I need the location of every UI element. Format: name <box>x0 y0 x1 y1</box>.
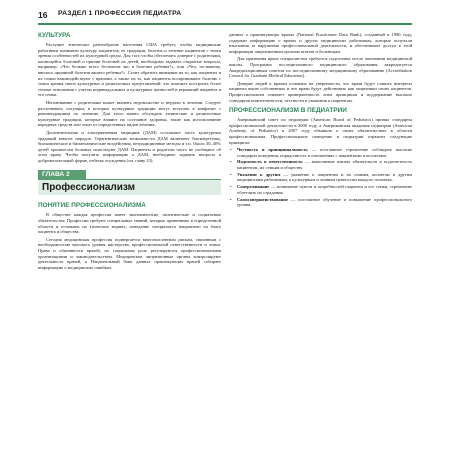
pediatrics-heading: ПРОФЕССИОНАЛИЗМ В ПЕДИАТРИИ <box>229 107 347 115</box>
principle-text: — уважение к пациентам и их семьям, коллегам и другим медицинским работникам, к культурным и личным ценностям каждого человека. <box>237 171 412 183</box>
right-column <box>229 32 412 209</box>
principle-term: Уважение к другим <box>237 171 281 177</box>
principle-text: — выполнение взятых обязательств и подотчетность пациентам, их семьям и обществу. <box>237 159 413 171</box>
principle-text: — постоянное стремление соблюдать высокие стандарты поведения, порядочность в отношениях с пациентами и коллегами. <box>237 147 412 158</box>
running-header <box>38 10 412 24</box>
bullet-icon: • <box>230 184 232 190</box>
header-rule <box>38 23 412 25</box>
principle-text: — понимание чувств и потребностей пациента и его семьи, стремление облегчить их страдания. <box>237 184 412 195</box>
principle-term: Сопереживание <box>237 184 270 190</box>
list-item <box>229 184 412 195</box>
principle-term: Самосовершенствование <box>237 196 288 202</box>
bullet-icon: • <box>230 159 232 165</box>
principles-list <box>229 147 412 208</box>
culture-paragraph: Непонимание с родителями может вызвать недовольство и неудачи в лечении. Следует распознавать ситуации, в которых культурные традиции могут вступать в конфликт с рекомендациями по лечению. Для этого важно обсуждать этнические и религиозные культурные традиции, которые влияют на состояние здоровья, такие как использование народных средств или отказ от определенных видов лечения. <box>38 99 221 128</box>
principle-term: Надежность и ответственность <box>237 159 303 165</box>
list-item <box>229 147 412 158</box>
culture-paragraph: Дополнительная и альтернативная медицина (ДАМ) составляет часть культурных традиций многих народов. Терапевтические возможности ДАМ включают биоэнергетику, биохимические и биомеханические воздействия, нетрадиционные методы и т.п. Около 30–40% детей хронически больных используют ДАМ. Пациенты и родители часто не сообщают об этом врачу. Чтобы получить информацию о ДАМ, необходимо задавать вопросы в доброжелательной форме, избегая осуждения (см. главу 23). <box>38 129 221 163</box>
concept-paragraph: Сегодня медицинская профессия подвергается многочисленным рискам, связанным с необходимостью высокого уровня мастерства, профессиональной ответственности и этики. Права и обязанности врачей, их социальная роль регулируются профессиональными организациями и законодательством. Медицинские лицензионные органы контролируют деятельность врачей, а Национальный банк данных практикующих врачей собирает информацию о медицинских ошибках. <box>38 236 221 270</box>
body-paragraph: данных о практикующих врачах (National Practitioner Data Bank), созданный в 1986 году, содержит информацию о врачах и других медицинских работниках, которые получали взыскания за нарушения профессиональной деятельности, и обеспечивает доступ к этой информации лицензионным органам штатов и больницам. <box>229 32 412 54</box>
bullet-icon: • <box>230 196 232 202</box>
chapter-tag: ГЛАВА 2 <box>38 170 86 179</box>
list-item <box>229 159 412 170</box>
list-item <box>229 172 412 183</box>
bullet-icon: • <box>230 171 232 177</box>
body-paragraph: Доверие людей к врачам основано на уверенности, что врачи будут ставить интересы пациента выше собственных и что врачи будут действовать как защитники своих пациентов. Профессионализм означает приверженность этим принципам и поддержание высоких стандартов компетентности, честности и уважения к пациентам. <box>229 80 412 103</box>
concept-paragraph: В обществе каждая профессия имеет экономические, политические и социальные обязательства. Профессии требуют специальных знаний, которые применимы в определенной области и основаны на этических нормах, поведение специалиста направлено на благо пациента и общества. <box>38 212 221 235</box>
page-number: 16 <box>38 10 48 20</box>
principle-term: Честность и принципиальность <box>237 147 308 153</box>
pediatrics-paragraph: Американский совет по педиатрии (American Board of Pediatrics) принял стандарты профессиональной деятельности в 2000 году, а Американская академия педиатрии (American Academy of Pediatrics) в 2007 году объявила о своих обязательствах в области профессионализма. Профессиональное поведение в педиатрии отражает следующие принципы: <box>229 117 412 145</box>
list-item <box>229 197 412 208</box>
body-paragraph: Для признания врача специалистом требуется подготовка после окончания медицинской школы. Программа последипломного медицинского образования аккредитуется Аккредитационным советом по последипломному медицинскому образованию (Accreditation Council for Graduate Medical Education). <box>229 56 412 79</box>
section-title: РАЗДЕЛ 1 ПРОФЕССИЯ ПЕДИАТРА <box>58 10 182 17</box>
left-column <box>38 32 221 272</box>
concept-heading: ПОНЯТИЕ ПРОФЕССИОНАЛИЗМА <box>38 202 146 210</box>
culture-paragraph: Растущее этническое разнообразие населения США требует, чтобы медицинские работники понимали культуру пациентов, ее традиции, болезнь и лечение пациентов с точки зрения особенностей их культурной среды. Для того чтобы обеспечить доверие с родителями, касающейся болезней и причин болезней их детей, необходимо задавать открытые вопросы, например: «Что больше всего беспокоит вас в болезни ребенка?», или «Что, по-вашему, явилось причиной болезни вашего ребенка?». Стоит обратить внимание на то, как пациенты и их семьи взаимодействуют с врачами, а также на то, как пациенты воспринимают болезнь с точки зрения своих культурных и религиозных представлений: это поможет построить более тесные отношения с учетом индивидуальных и культурных ценностей и верований пациента и его семьи. <box>38 42 221 98</box>
principle-text: — постоянное обучение и повышение профессионального уровня. <box>237 196 413 208</box>
chapter-banner <box>38 170 221 196</box>
chapter-title: Профессионализм <box>38 179 221 195</box>
culture-heading: КУЛЬТУРА <box>38 32 71 39</box>
bullet-icon: • <box>230 147 232 153</box>
